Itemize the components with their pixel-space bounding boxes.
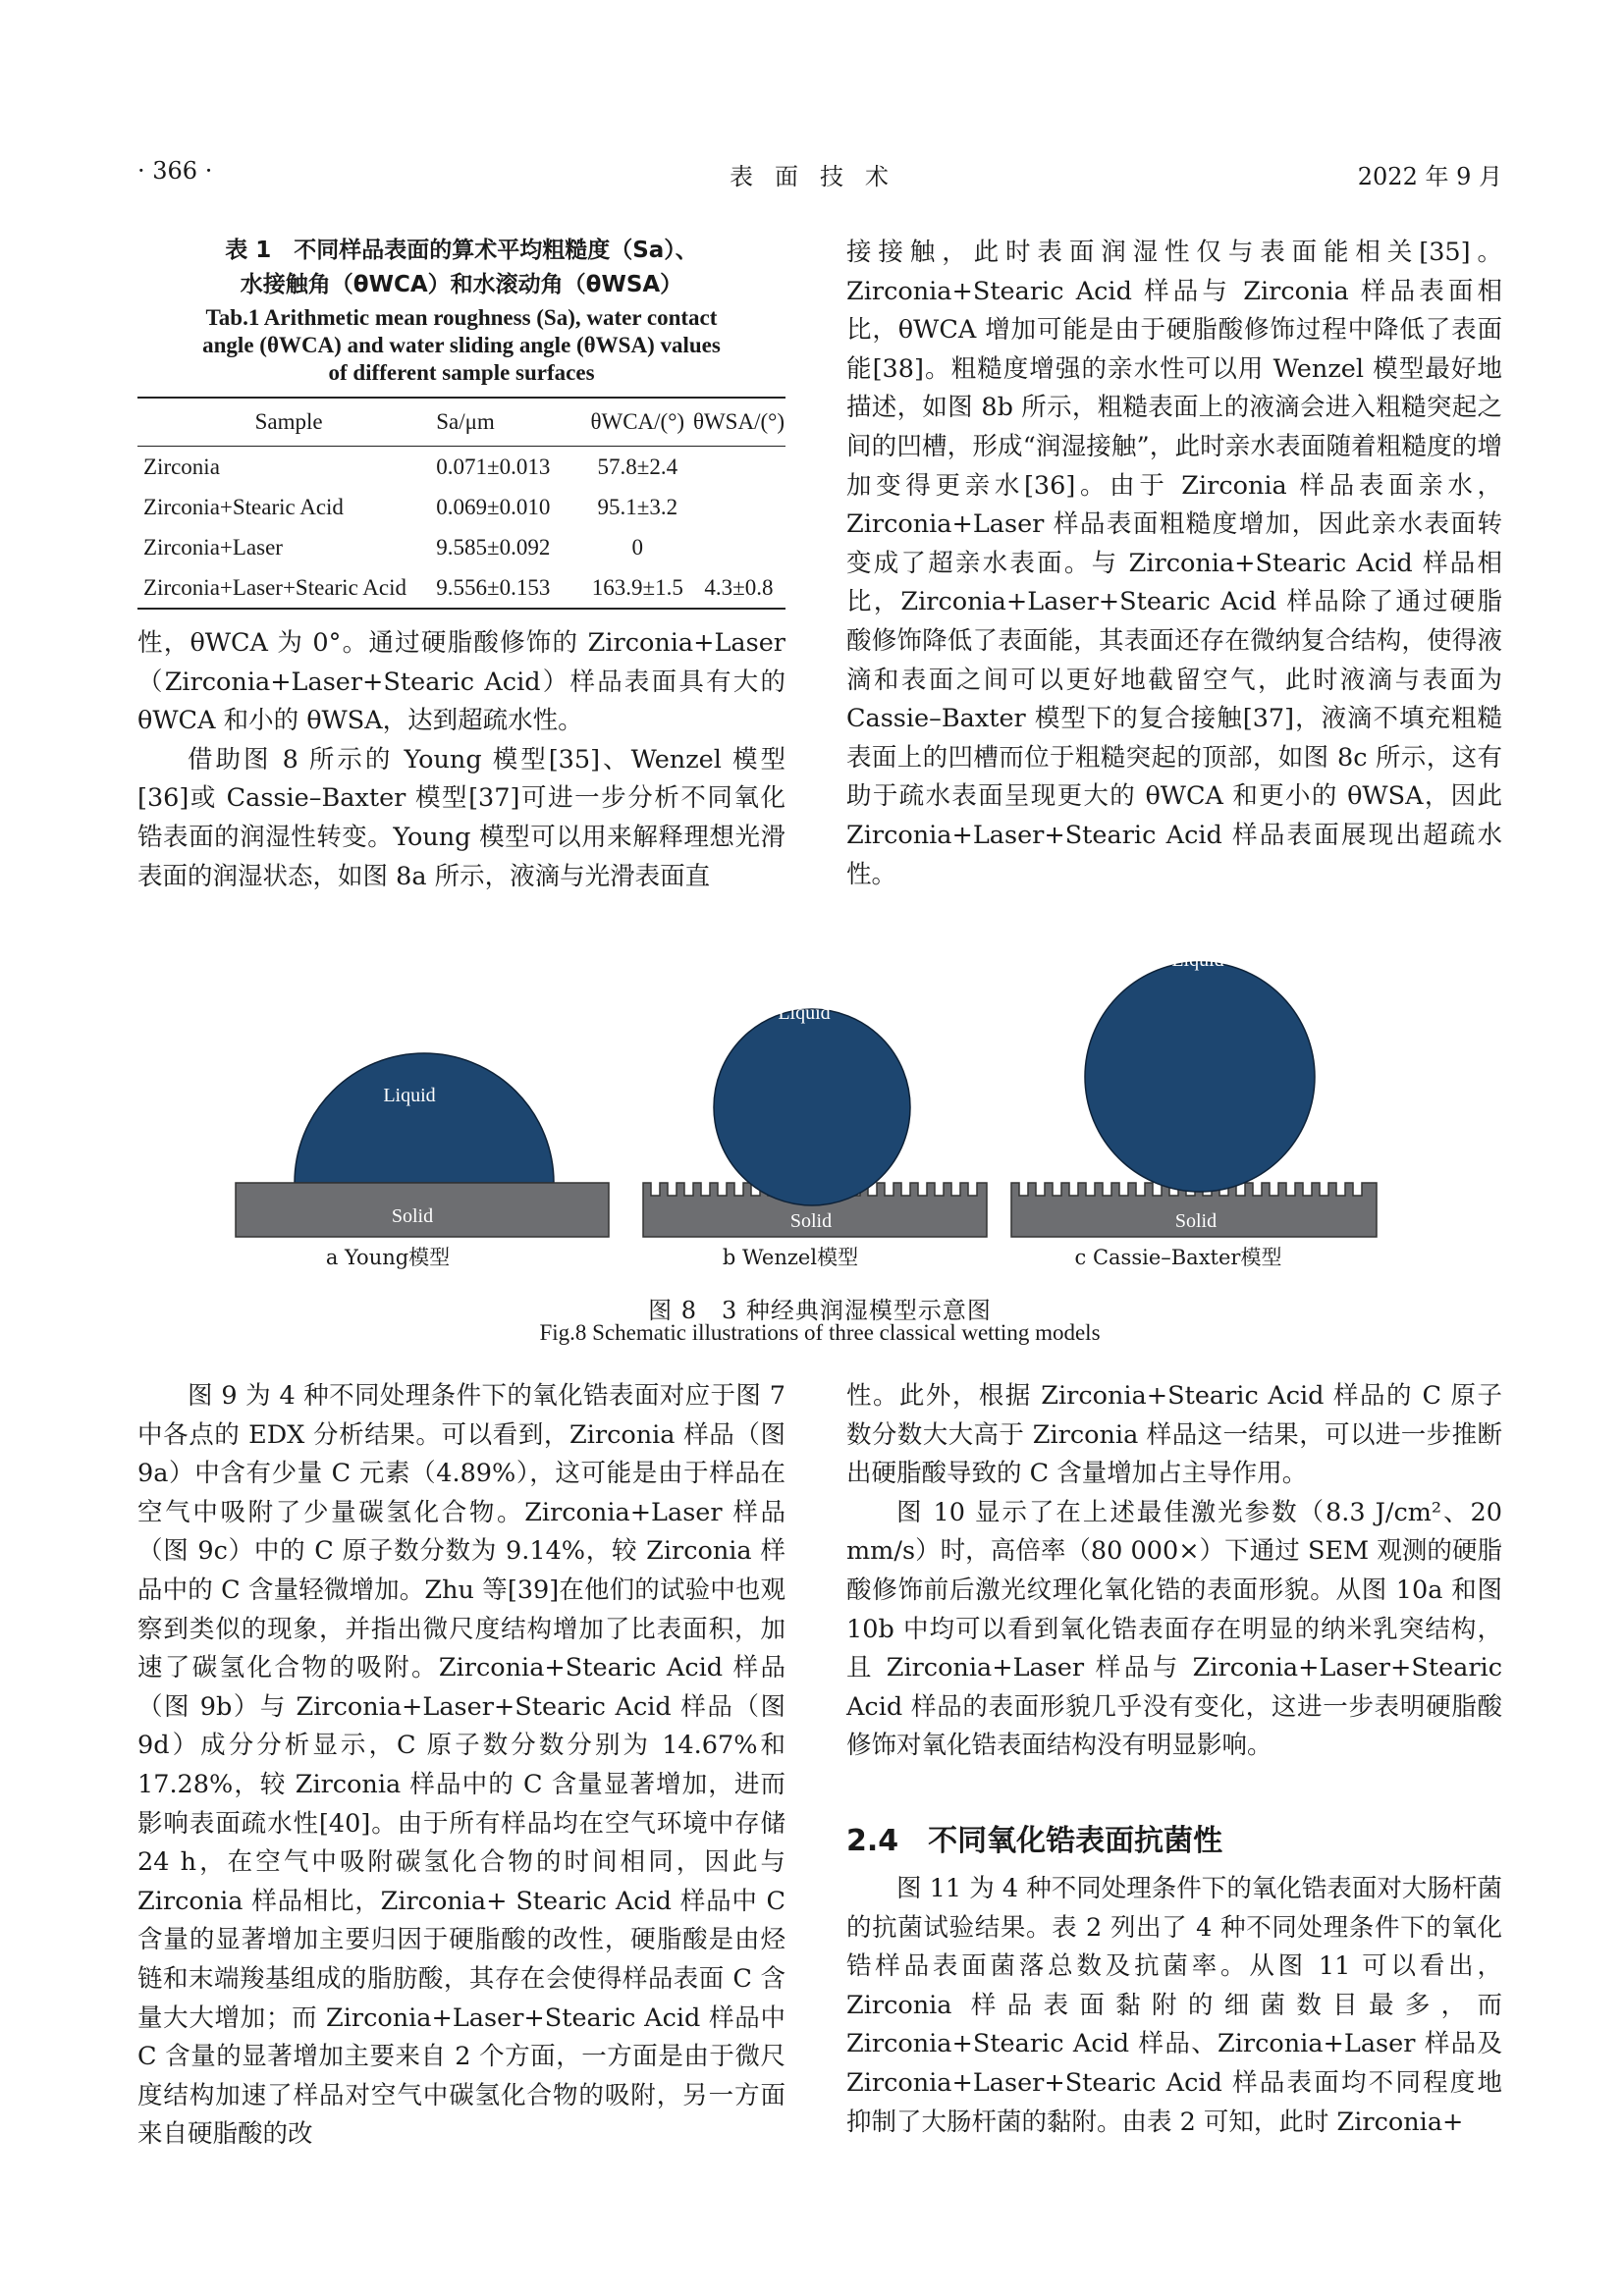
cassie-baxter-model-diagram	[1011, 949, 1377, 1269]
table1-caption-cn-line1: 表 1 不同样品表面的算术平均粗糙度（Sa）、	[225, 238, 698, 263]
table-cell: 0.069±0.010	[436, 494, 551, 519]
page-number: · 366 ·	[137, 157, 213, 185]
journal-name: 表面技术	[730, 163, 910, 190]
paragraph: 性。此外，根据 Zirconia+Stearic Acid 样品的 C 原子数分数大大高于 Zirconia 样品这一结果，可以进一步推断出硬脂酸导致的 C 含量增加占主导作用。	[846, 1381, 1502, 1489]
table-row	[137, 447, 785, 488]
left-column-top	[137, 624, 785, 896]
young-solid-label: Solid	[391, 1205, 434, 1227]
paragraph: 图 9 为 4 种不同处理条件下的氧化锆表面对应于图 7 中各点的 EDX 分析结果。可以看到，Zirconia 样品（图 9a）中含有少量 C 元素（4.89%），这可能是由于样品在空气中吸附了少量碳氢化合物。Zirconia+Laser 样品（图 9c）中的 C 原子数分数为 9.14%，较 Zirconia 样品中的 C 含量轻微增加。Zhu 等[39]在他们的试验中也观察到类似的现象，并指出微尺度结构增加了比表面积，加速了碳氢化合物的吸附。Zirconia+Stearic Acid 样品（图 9b）与 Zirconia+Laser+Stearic Acid 样品（图 9d）成分分析显示，C 原子数分数分别为 14.67%和 17.28%，较 Zirconia 样品中的 C 含量显著增加，进而影响表面疏水性[40]。由于所有样品均在空气环境中存储 24 h，在空气中吸附碳氢化合物的时间相同，因此与 Zirconia 样品相比，Zirconia+ Stearic Acid 样品中 C 含量的显著增加主要归因于硬脂酸的改性，硬脂酸是由烃链和末端羧基组成的脂肪酸，其存在会使得样品表面 C 含量大大增加；而 Zirconia+Laser+Stearic Acid 样品中 C 含量的显著增加主要来自 2 个方面，一方面是由于微尺度结构加速了样品对空气中碳氢化合物的吸附，另一方面来自硬脂酸的改	[137, 1381, 785, 2150]
table1-caption-cn-line2: 水接触角（θWCA）和水滚动角（θWSA）	[240, 272, 683, 297]
right-column-end	[846, 1870, 1502, 2142]
table1-caption-en-line2: angle (θWCA) and water sliding angle (θWSA) values	[202, 333, 721, 357]
paragraph: 图 11 为 4 种不同处理条件下的氧化锆表面对大肠杆菌的抗菌试验结果。表 2 列出了 4 种不同处理条件下的氧化锆样品表面菌落总数及抗菌率。从图 11 可以看出，Zirconia 样品表面黏附的细菌数目最多，而 Zirconia+Stearic Acid 样品、Zirconia+Laser 样品及 Zirconia+Laser+Stearic Acid 样品表面均不同程度地抑制了大肠杆菌的黏附。由表 2 可知，此时 Zirconia+	[846, 1874, 1502, 2137]
table-cell: 4.3±0.8	[692, 567, 785, 609]
page-header	[137, 157, 1502, 196]
figure8-caption-en: Fig.8 Schematic illustrations of three classical wetting models	[539, 1320, 1101, 1345]
table-cell: 57.8±2.4	[597, 454, 678, 479]
cassie-baxter-model-label: c Cassie–Baxter模型	[1074, 1246, 1282, 1269]
column-header: Sa/μm	[435, 398, 582, 447]
table1	[137, 397, 785, 610]
cassie-liquid-drop	[1085, 962, 1315, 1192]
wenzel-solid-label: Solid	[789, 1210, 833, 1232]
issue-date: 2022 年 9 月	[1357, 163, 1502, 190]
table1-caption-en-line3: of different sample surfaces	[328, 360, 595, 385]
column-header: θWSA/(°)	[692, 398, 785, 447]
column-header: Sample	[137, 398, 435, 447]
wenzel-liquid-label: Liquid	[778, 1002, 831, 1024]
column-header: θWCA/(°)	[583, 398, 692, 447]
paragraph: 借助图 8 所示的 Young 模型[35]、Wenzel 模型[36]或 Cassie–Baxter 模型[37]可进一步分析不同氧化锆表面的润湿性转变。Young 模型可以用来解释理想光滑表面的润湿状态，如图 8a 所示，液滴与光滑表面直	[137, 744, 785, 891]
wenzel-liquid-drop	[714, 1009, 910, 1205]
table-cell: Zirconia+Laser	[143, 534, 283, 560]
table1-caption-en	[137, 304, 785, 387]
table-cell: Zirconia+Stearic Acid	[143, 494, 344, 519]
right-column-bottom	[846, 1377, 1502, 1766]
figure8-wetting-models	[226, 933, 1404, 1286]
wenzel-model-label: b Wenzel模型	[722, 1246, 859, 1269]
right-column-top	[846, 234, 1502, 894]
table-cell: 95.1±3.2	[597, 494, 678, 519]
young-liquid-label: Liquid	[383, 1085, 436, 1106]
table-cell	[692, 447, 785, 488]
table-cell: 0	[631, 534, 644, 560]
table-cell: 0.071±0.013	[436, 454, 551, 479]
table-cell: 9.585±0.092	[436, 534, 551, 560]
table1-caption-en-line1: Tab.1 Arithmetic mean roughness (Sa), water contact	[205, 305, 718, 330]
table-cell: 163.9±1.5	[583, 567, 692, 609]
section-heading: 2.4 不同氧化锆表面抗菌性	[846, 1824, 1223, 1858]
paragraph: 接接触，此时表面润湿性仅与表面能相关[35]。Zirconia+Stearic Acid 样品与 Zirconia 样品表面相比，θWCA 增加可能是由于硬脂酸修饰过程中降低了表面能[38]。粗糙度增强的亲水性可以用 Wenzel 模型最好地描述，如图 8b 所示，粗糙表面上的液滴会进入粗糙突起之间的凹槽，形成“润湿接触”，此时亲水表面随着粗糙度的增加变得更亲水[36]。由于 Zirconia 样品表面亲水，Zirconia+Laser 样品表面粗糙度增加，因此亲水表面转变成了超亲水表面。与 Zirconia+Stearic Acid 样品相比，Zirconia+Laser+Stearic Acid 样品除了通过硬脂酸修饰降低了表面能，其表面还存在微纳复合结构，使得液滴和表面之间可以更好地截留空气，此时液滴与表面为 Cassie–Baxter 模型下的复合接触[37]，液滴不填充粗糙表面上的凹槽而位于粗糙突起的顶部，如图 8c 所示，这有助于疏水表面呈现更大的 θWCA 和更小的 θWSA，因此 Zirconia+Laser+Stearic Acid 样品表面展现出超疏水性。	[846, 238, 1502, 889]
cassie-liquid-label: Liquid	[1171, 949, 1224, 971]
young-model-diagram	[236, 1053, 609, 1269]
cassie-solid-label: Solid	[1174, 1210, 1218, 1232]
table1-caption-cn	[137, 234, 785, 302]
paragraph: 性，θWCA 为 0°。通过硬脂酸修饰的 Zirconia+Laser（Zirconia+Laser+Stearic Acid）样品表面具有大的 θWCA 和小的 θWSA，达到超疏水性。	[137, 628, 785, 736]
table-row	[137, 527, 785, 567]
left-column-bottom	[137, 1377, 785, 2155]
young-model-label: a Young模型	[325, 1246, 451, 1269]
table-cell: 9.556±0.153	[435, 567, 582, 609]
wenzel-model-diagram	[643, 1002, 987, 1269]
table-cell	[692, 527, 785, 567]
figure8-caption-cn: 图 8 3 种经典润湿模型示意图	[648, 1297, 992, 1324]
table-cell	[692, 487, 785, 527]
paragraph: 图 10 显示了在上述最佳激光参数（8.3 J/cm²、20 mm/s）时，高倍率（80 000×）下通过 SEM 观测的硬脂酸修饰前后激光纹理化氧化锆的表面形貌。从图 10a 和图 10b 中均可以看到氧化锆表面存在明显的纳米乳突结构，且 Zirconia+Laser 样品与 Zirconia+Laser+Stearic Acid 样品的表面形貌几乎没有变化，这进一步表明硬脂酸修饰对氧化锆表面结构没有明显影响。	[846, 1497, 1502, 1761]
table-row	[137, 487, 785, 527]
table-header-row	[137, 398, 785, 447]
table-cell: Zirconia	[143, 454, 220, 479]
young-liquid-drop	[295, 1053, 554, 1183]
table-cell: Zirconia+Laser+Stearic Acid	[137, 567, 435, 609]
table-row	[137, 567, 785, 609]
